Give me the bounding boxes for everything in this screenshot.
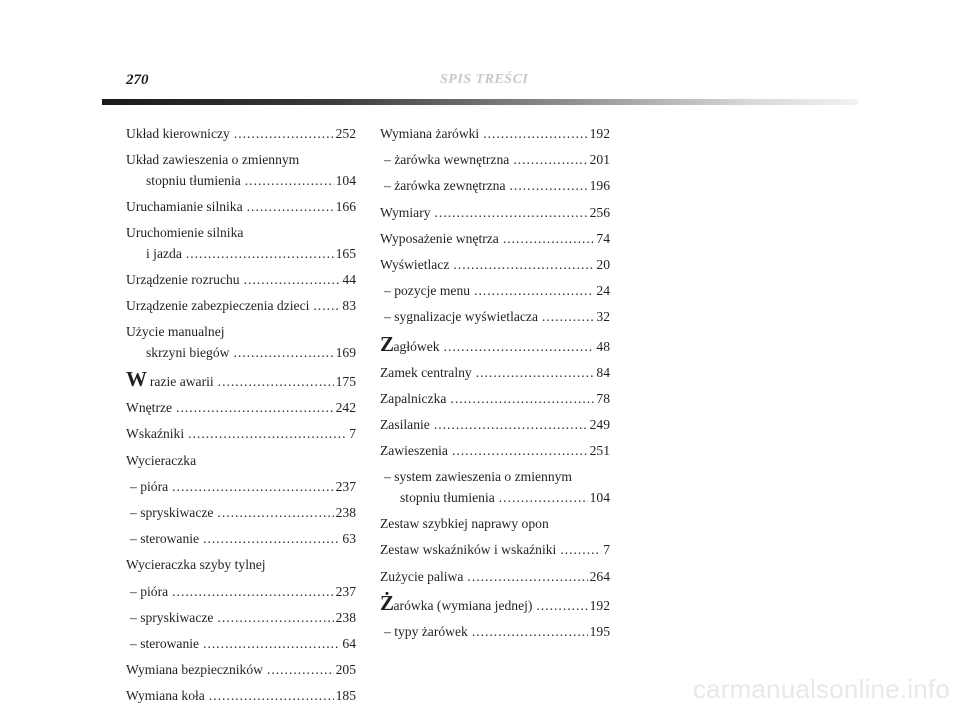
index-subentry: stopniu tłumienia ..... 104 [380, 488, 610, 509]
index-subentry: – spryskiwacze ..... 238 [126, 503, 356, 524]
index-entry: Uruchamianie silnika ..... 166 [126, 197, 356, 218]
page-number: 270 [126, 72, 149, 88]
index-entry: Zasilanie ..... 249 [380, 415, 610, 436]
index-entry: Wyposażenie wnętrza ..... 74 [380, 229, 610, 250]
index-entry: Urządzenie zabezpieczenia dzieci ..... 83 [126, 296, 356, 317]
index-entry: i jazda ..... 165 [126, 244, 356, 265]
index-entry: Zawieszenia ..... 251 [380, 441, 610, 462]
index-entry: Żarówka (wymiana jednej) ..... 192 [380, 593, 610, 617]
watermark: carmanualsonline.info [692, 674, 950, 704]
index-entry: W razie awarii ..... 175 [126, 369, 356, 393]
index-entry-heading: Uruchomienie silnika [126, 225, 244, 241]
index-column-left [126, 124, 356, 707]
index-subentry: – żarówka zewnętrzna ..... 196 [380, 176, 610, 197]
index-subentry: – sygnalizacje wyświetlacza ..... 32 [380, 307, 610, 328]
index-subentry: – pozycje menu ..... 24 [380, 281, 610, 302]
index-entry-heading: Wycieraczka [126, 452, 197, 468]
index-entry: Urządzenie rozruchu ..... 44 [126, 270, 356, 291]
header-bar [102, 99, 858, 105]
index-entry: Wskaźniki ..... 7 [126, 424, 356, 445]
index-subentry: – typy żarówek ..... 195 [380, 622, 610, 643]
index-entry: Wymiana koła ..... 185 [126, 686, 356, 707]
index-entry: Zestaw wskaźników i wskaźniki ..... 7 [380, 540, 610, 561]
index-entry: Zamek centralny ..... 84 [380, 363, 610, 384]
index-entry: Wymiary ..... 256 [380, 203, 610, 224]
index-entry-heading: Zestaw szybkiej naprawy opon [380, 516, 549, 532]
index-entry: Wymiana bezpieczników ..... 205 [126, 660, 356, 681]
index-subentry: – sterowanie ..... 64 [126, 634, 356, 655]
index-column-right [380, 124, 610, 643]
index-entry: skrzyni biegów ..... 169 [126, 343, 356, 364]
initial-letter: W [126, 367, 147, 392]
index-subentry: – żarówka wewnętrzna ..... 201 [380, 150, 610, 171]
index-subentry: – sterowanie ..... 63 [126, 529, 356, 550]
index-entry: Zużycie paliwa ..... 264 [380, 567, 610, 588]
index-entry: Układ kierowniczy ..... 252 [126, 124, 356, 145]
section-title: SPIS TREŚCI [440, 72, 529, 87]
index-entry: Wnętrze ..... 242 [126, 398, 356, 419]
index-entry: Wymiana żarówki ..... 192 [380, 124, 610, 145]
index-subentry: – pióra ..... 237 [126, 582, 356, 603]
index-subentry: – spryskiwacze ..... 238 [126, 608, 356, 629]
index-subentry: – pióra ..... 237 [126, 477, 356, 498]
index-entry-heading: Wycieraczka szyby tylnej [126, 557, 266, 573]
index-entry: Zapalniczka ..... 78 [380, 389, 610, 410]
index-entry: Zagłówek ..... 48 [380, 334, 610, 358]
initial-letter: Z [380, 331, 394, 356]
index-entry: Wyświetlacz ..... 20 [380, 255, 610, 276]
initial-letter: Ż [380, 590, 394, 615]
index-entry-heading: Układ zawieszenia o zmiennym [126, 152, 300, 168]
index-entry-heading: Użycie manualnej [126, 324, 225, 340]
index-entry: stopniu tłumienia ..... 104 [126, 171, 356, 192]
index-subentry-heading: – system zawieszenia o zmiennym [384, 469, 572, 485]
